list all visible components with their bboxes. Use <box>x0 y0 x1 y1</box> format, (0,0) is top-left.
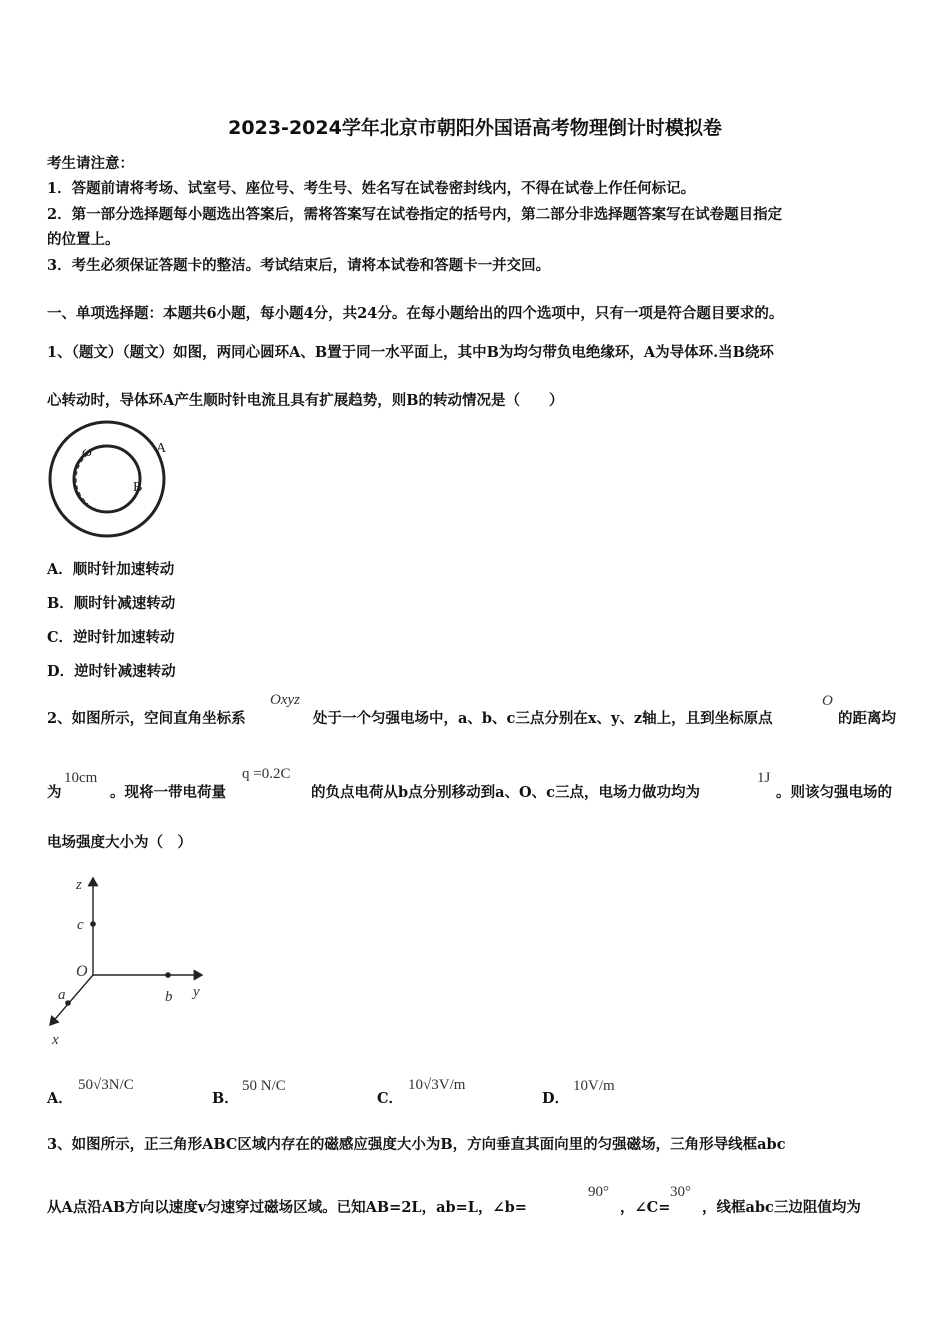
option-d-value[interactable]: 10V/m <box>573 1078 615 1094</box>
label-z: z <box>76 877 82 893</box>
x-axis <box>50 975 93 1025</box>
label-y: y <box>193 984 200 1000</box>
math-origin: O <box>822 693 833 709</box>
option-b-label[interactable]: B． <box>212 1090 239 1107</box>
question-2-text: 处于一个匀强电场中，a、b、c三点分别在x、y、z轴上，且到坐标原点 <box>313 710 773 727</box>
question-2-text: 2、如图所示，空间直角坐标系 <box>47 710 246 727</box>
option-c-label[interactable]: C． <box>377 1090 404 1107</box>
question-2-text: 的负点电荷从b点分别移动到a、O、c三点，电场力做功均为 <box>311 784 700 801</box>
page-title: 2023-2024学年北京市朝阳外国语高考物理倒计时模拟卷 <box>228 117 722 139</box>
math-charge: q =0.2C <box>242 766 291 782</box>
math-distance: 10cm <box>64 770 98 786</box>
question-3-text: ，线框abc三边阻值均为 <box>702 1199 861 1216</box>
notice-heading: 考生请注意： <box>47 155 134 172</box>
question-2-text: 电场强度大小为（ ） <box>47 834 192 851</box>
option-b[interactable]: B．顺时针减速转动 <box>47 595 176 612</box>
notice-item: 3．考生必须保证答题卡的整洁。考试结束后，请将本试卷和答题卡一并交回。 <box>47 257 551 274</box>
question-1-text: 1、（题文）（题文）如图，两同心圆环A、B置于同一水平面上，其中B为均匀带负电绝缘环，A为导体环.当B绕环 <box>47 344 774 361</box>
option-d-label[interactable]: D． <box>542 1090 570 1107</box>
option-b-value[interactable]: 50 N/C <box>242 1078 286 1094</box>
option-c[interactable]: C．逆时针加速转动 <box>47 629 175 646</box>
label-omega: ω <box>82 445 92 460</box>
question-2-text: 的距离均 <box>838 710 896 727</box>
point-c <box>90 921 96 927</box>
question-3-text: ，∠C= <box>620 1199 671 1216</box>
label-b: B <box>133 480 143 495</box>
math-work: 1J <box>757 770 771 786</box>
label-b: b <box>165 989 173 1005</box>
section-heading: 一、单项选择题：本题共6小题，每小题4分，共24分。在每小题给出的四个选项中，只有一项是符合题目要求的。 <box>47 305 784 322</box>
notice-item: 2．第一部分选择题每小题选出答案后，需将答案写在试卷指定的括号内，第二部分非选择题答案写在试卷题目指定 <box>47 206 783 223</box>
label-a: a <box>58 987 66 1003</box>
ring-a <box>50 422 164 536</box>
question-2-text: 。则该匀强电场的 <box>776 784 892 801</box>
option-a-value[interactable]: 50√3N/C <box>78 1077 134 1093</box>
math-oxyz: Oxyz <box>270 692 300 708</box>
notice-item: 的位置上。 <box>47 231 120 248</box>
question-2-text: 为 <box>47 784 62 801</box>
question-2-text: 。现将一带电荷量 <box>110 784 226 801</box>
concentric-rings-figure <box>44 420 174 540</box>
option-c-value[interactable]: 10√3V/m <box>408 1077 466 1093</box>
option-a-label[interactable]: A． <box>47 1090 73 1107</box>
label-c: c <box>77 917 84 933</box>
label-x: x <box>52 1032 59 1048</box>
option-d[interactable]: D．逆时针减速转动 <box>47 663 176 680</box>
question-1-text: 心转动时，导体环A产生顺时针电流且具有扩展趋势，则B的转动情况是（ ） <box>47 392 564 409</box>
math-angle-b: 90° <box>588 1184 609 1200</box>
notice-item: 1．答题前请将考场、试室号、座位号、考生号、姓名写在试卷密封线内，不得在试卷上作任何标记。 <box>47 180 696 197</box>
option-a[interactable]: A．顺时针加速转动 <box>47 561 175 578</box>
question-3-text: 从A点沿AB方向以速度v匀速穿过磁场区域。已知AB=2L，ab=L，∠b= <box>47 1199 527 1216</box>
question-3-text: 3、如图所示，正三角形ABC区域内存在的磁感应强度大小为B，方向垂直其面向里的匀强磁场，三角形导线框abc <box>47 1136 786 1153</box>
point-a <box>65 1000 71 1006</box>
label-a: A <box>156 441 167 456</box>
point-b <box>165 972 171 978</box>
coordinate-axes-figure <box>40 870 220 1055</box>
math-angle-c: 30° <box>670 1184 691 1200</box>
label-o: O <box>76 963 88 980</box>
